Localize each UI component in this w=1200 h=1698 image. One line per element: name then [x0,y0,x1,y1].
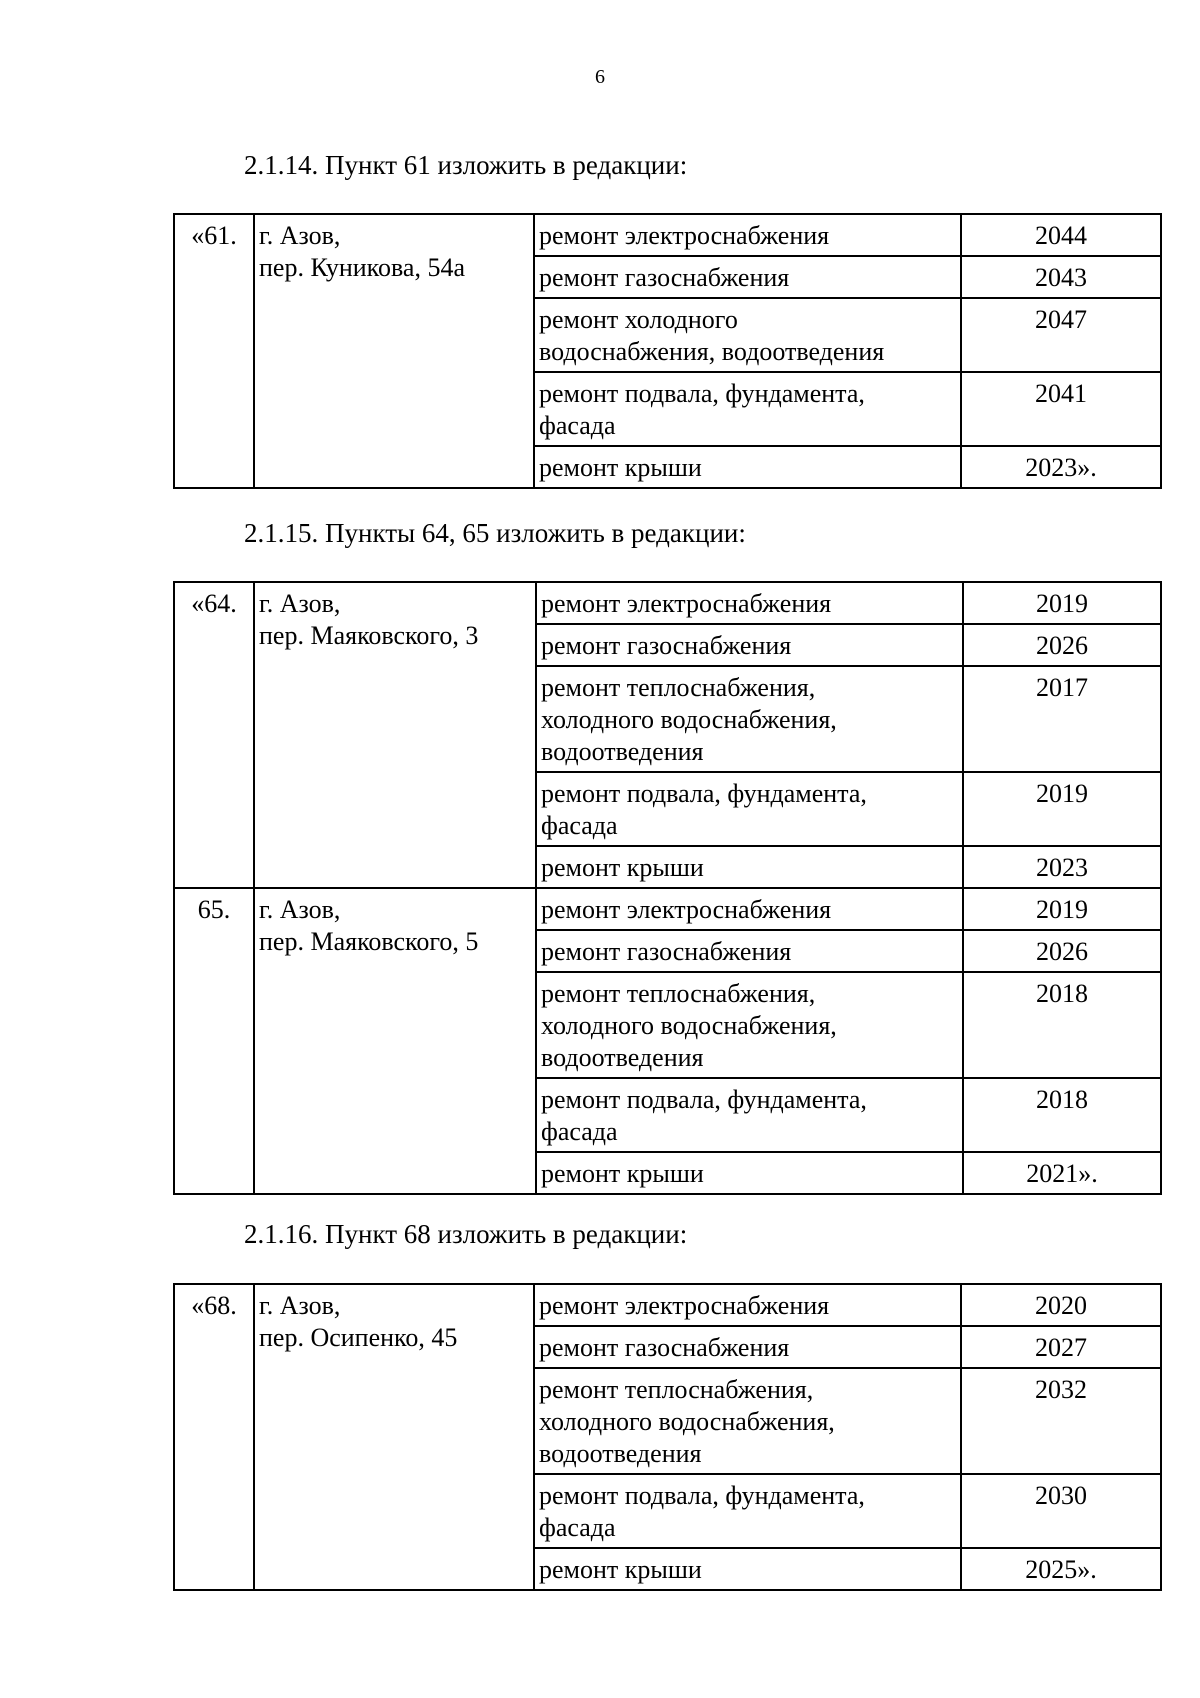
work-year: 2032 [961,1368,1161,1474]
work-line: ремонт электроснабжения [539,221,830,250]
page-number: 6 [595,66,605,88]
work-type [536,1078,963,1152]
work-line: холодного водоснабжения, [539,1407,835,1436]
work-year: 2026 [963,930,1161,972]
work-year: 2018 [963,1078,1161,1152]
work-type [534,256,961,298]
work-line: ремонт теплоснабжения, [541,673,816,702]
address-line: г. Азов, [259,589,341,618]
work-type [534,372,961,446]
address-line: пер. Осипенко, 45 [259,1323,458,1352]
work-type [534,1284,961,1326]
address-line: г. Азов, [259,895,341,924]
item-number: 65. [174,888,254,1194]
address-line: пер. Маяковского, 5 [259,927,479,956]
work-year: 2019 [963,772,1161,846]
table-row [174,1284,1161,1326]
work-line: ремонт крыши [539,1555,702,1584]
work-type [536,846,963,888]
work-line: ремонт электроснабжения [541,589,832,618]
work-line: ремонт подвала, фундамента, [541,1085,867,1114]
work-year: 2044 [961,214,1161,256]
item-address [254,214,534,488]
work-year: 2025». [961,1548,1161,1590]
work-line: водоотведения [539,1439,702,1468]
work-year: 2026 [963,624,1161,666]
work-type [536,772,963,846]
work-line: ремонт теплоснабжения, [541,979,816,1008]
work-line: холодного водоснабжения, [541,705,837,734]
work-line: ремонт электроснабжения [539,1291,830,1320]
work-type [534,446,961,488]
work-year: 2023». [961,446,1161,488]
section-table [173,581,1162,1195]
section-table [173,1283,1162,1591]
work-line: ремонт крыши [541,1159,704,1188]
table-row [174,888,1161,930]
item-address [254,1284,534,1590]
work-year: 2020 [961,1284,1161,1326]
work-line: ремонт подвала, фундамента, [539,379,865,408]
work-line: водоотведения [541,737,704,766]
work-type [536,888,963,930]
work-line: ремонт подвала, фундамента, [539,1481,865,1510]
work-type [536,624,963,666]
work-type [536,1152,963,1194]
work-year: 2041 [961,372,1161,446]
work-line: ремонт холодного [539,305,738,334]
work-type [536,582,963,624]
address-line: пер. Маяковского, 3 [259,621,479,650]
item-address [254,888,536,1194]
work-line: ремонт теплоснабжения, [539,1375,814,1404]
work-type [534,1326,961,1368]
work-line: фасада [539,1513,616,1542]
address-line: пер. Куникова, 54а [259,253,465,282]
work-year: 2043 [961,256,1161,298]
item-number: «61. [174,214,254,488]
work-type [534,298,961,372]
section-heading: 2.1.15. Пункты 64, 65 изложить в редакции: [244,518,746,548]
work-line: водоснабжения, водоотведения [539,337,885,366]
work-line: водоотведения [541,1043,704,1072]
work-year: 2027 [961,1326,1161,1368]
work-line: ремонт электроснабжения [541,895,832,924]
work-type [536,930,963,972]
address-line: г. Азов, [259,221,341,250]
work-line: ремонт газоснабжения [539,1333,790,1362]
work-year: 2017 [963,666,1161,772]
item-address [254,582,536,888]
work-line: ремонт газоснабжения [541,631,792,660]
item-number: «68. [174,1284,254,1590]
work-type [536,666,963,772]
work-line: ремонт крыши [539,453,702,482]
section-heading: 2.1.16. Пункт 68 изложить в редакции: [244,1219,688,1249]
work-type [534,1474,961,1548]
work-line: фасада [539,411,616,440]
table-row [174,582,1161,624]
work-line: холодного водоснабжения, [541,1011,837,1040]
section-table [173,213,1162,489]
work-year: 2023 [963,846,1161,888]
work-year: 2021». [963,1152,1161,1194]
work-line: ремонт крыши [541,853,704,882]
work-year: 2019 [963,888,1161,930]
work-year: 2047 [961,298,1161,372]
section-heading: 2.1.14. Пункт 61 изложить в редакции: [244,150,688,180]
work-line: ремонт газоснабжения [541,937,792,966]
table-row [174,214,1161,256]
work-line: фасада [541,811,618,840]
work-year: 2018 [963,972,1161,1078]
address-line: г. Азов, [259,1291,341,1320]
work-year: 2019 [963,582,1161,624]
item-number: «64. [174,582,254,888]
work-year: 2030 [961,1474,1161,1548]
work-type [534,214,961,256]
work-line: ремонт газоснабжения [539,263,790,292]
work-type [534,1548,961,1590]
work-line: фасада [541,1117,618,1146]
work-type [536,972,963,1078]
work-line: ремонт подвала, фундамента, [541,779,867,808]
work-type [534,1368,961,1474]
